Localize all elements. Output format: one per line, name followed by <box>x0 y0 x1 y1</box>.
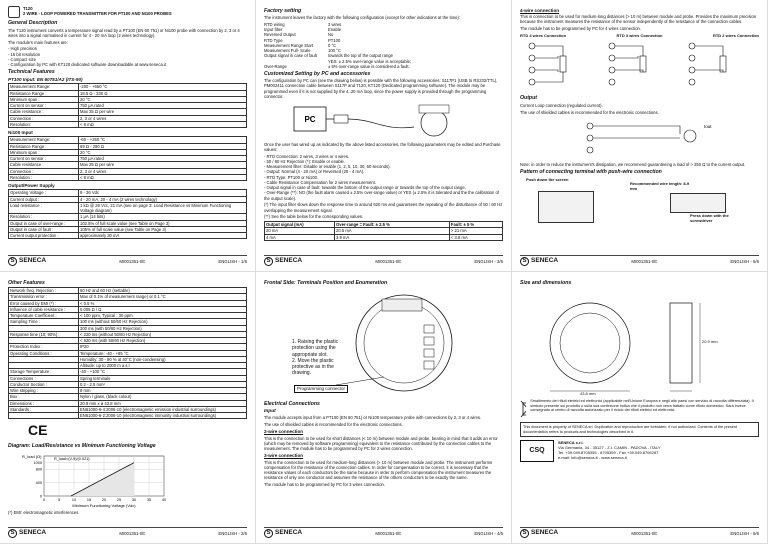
setting-label: Over-Range <box>264 63 287 69</box>
dim-width: 43.8 mm <box>580 391 596 396</box>
four-wire-note: The module has to be programmed by PC for 4 wires connection. <box>520 26 642 32</box>
row-value: Max 25 Ω per wire <box>79 109 247 115</box>
row-value: 9 - 36 Vdc <box>79 190 247 196</box>
company-name: SENECA s.r.l. <box>558 440 584 446</box>
row-label: Operating Conditions : <box>9 350 79 356</box>
setting-label: Measurement Range Start <box>264 42 314 48</box>
row-value: Humidity: 30 - 90 % at 40°C (non-condensing) <box>79 356 247 362</box>
step-1: 1. Raising the plastic protection using the appropriate slot. <box>292 339 339 358</box>
weee-section <box>520 399 759 419</box>
company-address: Via Germania, 34 - 35127 - Z.I. CAMIN - PADOVA - ITALY <box>558 445 661 451</box>
row-value: -200 - +650 °C <box>79 84 247 90</box>
option-item: - Measurement filter: Disable or enable (1, 2, 5, 10, 30, 60 seconds). <box>264 164 391 169</box>
row-label: Transmission error : <box>9 294 79 300</box>
x-tick-label: 15 <box>86 498 92 503</box>
pc-label: PC <box>304 114 316 124</box>
ce-area <box>8 419 247 441</box>
row-label: Resistance Range : <box>9 143 79 149</box>
row-value: EN61000-6-2:2006-10 (electromagnetic immunity industrial surroundings) <box>79 413 247 419</box>
row-label: Resistance Range : <box>9 90 79 96</box>
page-6 <box>512 272 768 544</box>
factory-heading: Factory setting <box>264 7 302 14</box>
output-note: Note: in order to reduce the instrument's dissipation, we recommend guaranteeing a load of > 250 Ω to the current output. <box>520 162 746 168</box>
row-label: Error caused by EMI (*) : <box>9 300 79 306</box>
page-footer <box>8 255 247 267</box>
row-label: Current output protection : <box>9 233 79 239</box>
row-value: Max 25 Ω per wire <box>79 162 247 168</box>
disclaimer: This document is property of SENECA srl. Duplication and reproduction are forbidden, if not authorized. Contents of the present documentation refers to products and technologies described in it. <box>520 422 759 437</box>
module-connector <box>419 105 449 113</box>
option-item: - RTD Connection: 2 wires, 3 wires or 4 wires. <box>264 153 350 159</box>
input-heading: Input <box>264 408 276 414</box>
row-value: 20 °C <box>79 96 247 102</box>
push-label-1: Push down the screen <box>526 176 569 182</box>
product-icon <box>8 6 20 18</box>
programming-connector-label: Programming connector <box>294 385 348 393</box>
x-tick-label: 25 <box>116 498 122 503</box>
doc-code: MI001351-I/E <box>119 258 146 264</box>
adapter-box <box>334 115 348 123</box>
row-value: 50 Hz and 60 Hz (settable) <box>79 288 247 294</box>
row-label: Resolution : <box>9 174 79 180</box>
row-label: Current on sensor : <box>9 156 79 162</box>
seneca-logo: S SENECA <box>520 257 558 266</box>
row-value: 750 μA rated <box>79 103 247 109</box>
table-row <box>9 121 247 127</box>
page-footer <box>264 527 503 539</box>
setting-value: No <box>328 32 334 38</box>
row-label: Operating Voltage : <box>9 190 79 196</box>
row-label: Measurement Range: <box>9 84 79 90</box>
frontal-diagram <box>264 287 503 399</box>
option-item: - Output signal in case of fault: towards the bottom of the output range or towards the top of the output range. <box>264 185 466 190</box>
page-number: ENGLISH - 6/6 <box>730 530 759 536</box>
company-info <box>520 440 759 462</box>
other-features-heading: Other Features <box>8 279 45 286</box>
y-tick-label: 1000 <box>33 461 42 466</box>
row-label: 20 mA <box>265 228 335 234</box>
setting-label: Output signal in case of fault <box>264 53 317 59</box>
setting-label: RTD wiring <box>264 21 285 27</box>
row-label: Storage Temperature : <box>9 369 79 375</box>
page-footer <box>520 255 759 267</box>
table-row <box>9 233 247 239</box>
terminal-block-right <box>670 193 726 213</box>
page-1 <box>0 0 256 272</box>
row-value: 102.5% of full scale value (see Table on Page 3) <box>79 220 247 226</box>
row-label: Output in case of over-range : <box>9 220 79 226</box>
row-value: 20.5 mA <box>335 228 450 234</box>
factory-settings <box>264 22 503 69</box>
steps <box>292 339 354 377</box>
seneca-logo: S SENECA <box>520 529 558 538</box>
page-header <box>8 6 247 18</box>
four-wire-text: This is connection to be used for medium-long distances (> 10 m) between module and probe. Provides the maximum precision because the instrument measures the resistance of the sensor independently of the resistance of the connection cables. <box>520 14 757 25</box>
option-item: - Output: Normal (4 - 20 mA) or Reversed (20 - 4 mA). <box>264 169 365 175</box>
x-tick-label: 40 <box>161 498 167 503</box>
page-footer <box>264 255 503 267</box>
push-label-2: Recommended wire length: 8-9 mm <box>630 180 690 191</box>
frontal-heading: Frontal Side: Terminals Position and Enumeration <box>264 279 388 286</box>
table-row <box>9 413 247 419</box>
seneca-logo: S SENECA <box>264 257 302 266</box>
row-label: Conductor Section : <box>9 381 79 387</box>
overrange-table <box>264 221 503 241</box>
row-value: -60 - +250 °C <box>79 137 247 143</box>
output-text: Current Loop connection (regulated current). <box>520 102 603 108</box>
row-label: Minimum span : <box>9 149 79 155</box>
pc-connection-diagram <box>264 101 504 141</box>
setting-value: PT100 <box>328 37 341 43</box>
rtd-labels <box>520 33 759 38</box>
row-label: Load resistance : <box>9 202 79 214</box>
setting-value: ± 5% over-range value is considered a fault. <box>328 63 410 69</box>
row-label: Box : <box>9 394 79 400</box>
rtd-3-label: RTD 3 wires Connection <box>616 32 663 38</box>
feature-item: - Compact size <box>8 56 36 62</box>
row-label: Cable resistance : <box>9 109 79 115</box>
note-table: (**) See the table below for the corresponding values. <box>264 214 364 220</box>
wheelie-bin-icon <box>520 399 526 419</box>
row-value: 1 kΩ @ 26 Vcc, 21 mA (see on page 3: Load Resistance vs Minimum Functioning Voltage diagram) <box>79 202 247 214</box>
table-header <box>265 222 503 228</box>
model-code: T120 <box>23 6 33 11</box>
column-header: Output signal (mA) <box>265 222 335 228</box>
output-wiring-diagram <box>520 116 760 162</box>
row-value: 4 - 20 mA, 20 - 4 mA (2 wires technology) <box>79 196 247 202</box>
row-value: 750 μA rated <box>79 156 247 162</box>
setting-value: Enable <box>328 27 342 32</box>
two-wire-heading: 2-wire connection <box>264 428 304 434</box>
setting-label: Input filter <box>264 27 283 32</box>
option-item: - Over-Range (**): NO (the fault alarm caused ± 2.5% over-range value) or YES (± 2.5% it is tolerated and the the calibration of the output scale). <box>264 190 499 201</box>
setting-label: Measurement Full- Scale <box>264 48 311 53</box>
model-subtitle: 2 WIRE - LOOP POWERED TRANSMITTER FOR PT100 AND NI100 PROBES <box>23 11 172 17</box>
options-text: Once the user has wired up as indicated by the above listed accessories, the following parameters may be edited and Purchase values: <box>264 141 501 152</box>
row-value: 300 ms (with 50/60 Hz Rejection) <box>79 325 247 331</box>
table-row <box>9 202 247 214</box>
row-label: Minimum span : <box>9 96 79 102</box>
output-heading: Output <box>520 95 537 102</box>
annotation: R_load=(V-9)/(0.021) <box>54 457 90 462</box>
table-row <box>265 234 503 240</box>
module-outline <box>421 110 447 136</box>
row-value: EN61000-6-4:2006-10 (electromagnetic emission industrial surroundings) <box>79 406 247 412</box>
company-email[interactable]: e-mail: info@seneca.it - www.seneca.it <box>558 455 627 461</box>
row-value: 0.2 - 2.5 mm² <box>79 381 247 387</box>
row-value: 100 ms (without 50/60 Hz Rejection) <box>79 319 247 325</box>
row-value: > 21 mA <box>449 228 502 234</box>
setting-value: 0 °C <box>328 42 337 48</box>
output-shielded: The use of shielded cables is recommended for the electronic connections. <box>520 109 659 115</box>
setting-label: RTD Type <box>264 37 283 43</box>
company-phone: Tel. +39.049.8705355 - 8705359 - Fax +39.049.8706287 <box>558 450 659 456</box>
row-label: Resolution : <box>9 214 79 220</box>
features-intro: The module's main features are: <box>8 39 68 45</box>
row-label: Standards : <box>9 406 79 412</box>
row-label: Protection Index : <box>9 344 79 350</box>
ce-mark: CE <box>28 421 48 438</box>
push-heading: Pattern of connecting terminal with push-wire connection <box>520 169 662 176</box>
x-tick-label: 20 <box>101 498 107 503</box>
setting-value: YES: ± 2.5% over-range value is acceptable; <box>328 58 412 64</box>
size-heading: Size and dimensions <box>520 279 572 286</box>
row-label: Output in case of fault : <box>9 226 79 232</box>
row-value: 20 °C <box>79 149 247 155</box>
y-tick-label: 800 <box>35 467 42 472</box>
input-text: The module accepts input from a PT100 (EN 60 751) or Ni100 temperature probe with connections by 2, 3 or 4 wires. <box>264 415 482 421</box>
factory-text: The instrument leaves the factory with the following configuration (except for other indications at the time): <box>264 15 460 20</box>
row-value: 2, 3 or 4 wires <box>79 168 247 174</box>
row-label: Response time (10; 90%) : <box>9 331 79 337</box>
page-number: ENGLISH - 2/6 <box>218 530 247 536</box>
feature-item: - Configuration by PC with KT120 dedicated software downloadable at www.seneca.it <box>8 62 167 67</box>
seneca-logo: S SENECA <box>8 529 46 538</box>
custom-text: The configuration by PC can (see the drawing below) is possible with the following accessories: S117P1 (USB to RS232/TTL), PM002411 connection cable between S117P and T120, KT120 (Dedicated programming software). The module may be programmed even if it is not supplied by the 4..20 mA loop, since the power supply is provided through the programming connector. <box>264 78 498 99</box>
custom-heading: Customized Setting by PC and accessories <box>264 70 371 77</box>
doc-code: MI001351-I/E <box>375 530 402 536</box>
row-value: < 8 mΩ <box>79 174 247 180</box>
push-label-4: Press down with the screwdriver <box>690 212 729 223</box>
row-value: 18.5 Ω - 330 Ω <box>79 90 247 96</box>
load-resistance-chart <box>14 450 194 510</box>
two-wire-text: This is the connection to be used for short distances (< 10 m) between module and probe, bearing in mind that it adds an error (which may be removed by software programming) equivalent to the resistance contributed by the connection cables to the measurement. The module has to be programmed by PC for 2 wires connection. <box>264 435 498 452</box>
page-2 <box>0 272 256 544</box>
row-label <box>9 413 79 419</box>
options-list <box>264 154 503 201</box>
dim-height: 20.9 mm <box>702 339 718 344</box>
row-label: Influence of cable resistance : <box>9 306 79 312</box>
row-value: < 100 ppm, Typical : 30 ppm <box>79 313 247 319</box>
row-value: 69 Ω - 290 Ω <box>79 143 247 149</box>
rtd-2-label: RTD 2 wires Connection <box>712 32 759 38</box>
x-tick-label: 30 <box>131 498 137 503</box>
row-label: Network freq. Rejection : <box>9 288 79 294</box>
row-label: Dimensions : <box>9 400 79 406</box>
csq-logo: CSQ <box>520 440 554 462</box>
tech-heading: Technical Features <box>8 68 55 75</box>
setting-label: Reversed Output <box>264 32 296 38</box>
feature-list <box>8 46 247 67</box>
general-text: The T120 instrument converts a temperature signal read by a PT100 (EN 60 751) or Ni100 probe with connection by 2, 3 or 4 wires into a signal normalised in current for 4 - 20 mA loop (2 wires technology). <box>8 27 240 38</box>
row-label: 4 mA <box>265 234 335 240</box>
doc-code: MI001351-I/E <box>375 258 402 264</box>
setting-value: 3 wires <box>328 21 342 27</box>
row-label: Resolution: <box>9 121 79 127</box>
row-label: Connections : <box>9 375 79 381</box>
setting-value: towards the top of the output range <box>328 53 393 59</box>
setting-row <box>264 64 503 69</box>
emi-note: (*) EMI: electromagnetic interferences. <box>8 510 80 516</box>
row-value: 8 mm <box>79 388 247 394</box>
three-wire-heading: 3-wire connection <box>264 452 304 458</box>
row-value: 20.9 mm x ø 43.8 mm <box>79 400 247 406</box>
four-wire-heading: 4-wire connection <box>520 7 560 13</box>
diagram-heading: Diagram: Load/Resistance vs Minimum Functioning Voltage <box>8 442 156 449</box>
seneca-logo: S SENECA <box>264 529 302 538</box>
pt100-table <box>8 83 247 128</box>
row-label: Connection : <box>9 115 79 121</box>
row-value: approximately 30 mA <box>79 233 247 239</box>
column-header: Fault: ± 5 % <box>449 222 502 228</box>
y-axis-label: R_load (Ω) <box>22 454 42 460</box>
ni100-table <box>8 136 247 181</box>
row-value: < 8 mΩ <box>79 121 247 127</box>
option-item: - RTD Type: PT100 or Ni100. <box>264 174 319 180</box>
dimension-svg <box>520 287 760 399</box>
page-footer <box>520 527 759 539</box>
row-value: Spring terminals <box>79 375 247 381</box>
page-3 <box>256 0 512 272</box>
row-value: < 220 ms (without 50/60 Hz Rejection) <box>79 331 247 337</box>
ni100-heading: Ni100 Input <box>8 129 33 135</box>
row-label: Sampling Time : <box>9 319 79 325</box>
output-heading: Output/Power Supply <box>8 182 55 188</box>
row-value: Nylon / glass, (black colour) <box>79 394 247 400</box>
page-number: ENGLISH - 1/6 <box>218 258 247 264</box>
row-value: IP20 <box>79 344 247 350</box>
pt100-heading: PT100 Input: EN 60751/A2 (ITS-90) <box>8 76 83 82</box>
y-tick-label: 0 <box>39 494 42 499</box>
row-value: < 3.8 mA <box>449 234 502 240</box>
x-tick-label: 5 <box>57 498 61 503</box>
doc-code: MI001351-I/E <box>631 258 658 264</box>
row-value: < 0.5 % <box>79 300 247 306</box>
row-value: 0.005 Ω / Ω <box>79 306 247 312</box>
y-tick-label: 400 <box>35 481 42 486</box>
three-wire-text: This is the connection to be used for medium-long distances (> 10 m) between module and probe. The instrument performs compensation for the resistance of the connection cables. In order for compensation to be correct, it is necessary that the resistance values of each conductors be the same because in order to perform compensation the instrument measures the resistance of only one conductor and assumes the resistance of the others conductors to be exactly the same. <box>264 459 493 481</box>
page-number: ENGLISH - 4/6 <box>474 530 503 536</box>
x-tick-label: 35 <box>146 498 152 503</box>
row-label: Wire stripping : <box>9 388 79 394</box>
weee-text: Smaltimento dei rifiuti elettrici ed elettronici (applicabile nell'Unione Europea e negli altri paesi con servizio di raccolta differenziata). Il simbolo presente sul prodotto o sulla sua confezione indica che il prodotto non verrà trattato come rifiuto domestico. Sarà invece consegnato al centro di raccolta autorizzato per il riciclo dei rifiuti elettrici ed elettronici. <box>530 399 754 413</box>
output-table <box>8 189 247 239</box>
row-value: 1 μA (14 bits) <box>79 214 247 220</box>
page-number: ENGLISH - 3/6 <box>474 258 503 264</box>
rtd-wiring-diagram <box>520 38 760 94</box>
page-number: ENGLISH - 5/6 <box>730 258 759 264</box>
general-heading: General Description <box>8 20 58 26</box>
page-4 <box>256 272 512 544</box>
x-tick-label: 10 <box>71 498 77 503</box>
note-filter: (*) The input filter slows down the response time to around 620 ms and guarantees the repeating of the disturbance of 50 / 60 Hz overlapping the measurement signal. <box>264 202 503 213</box>
x-tick-label: 0 <box>42 498 46 503</box>
rtd-4-label: RTD 4 wires Connection <box>520 32 567 38</box>
doc-code: MI001351-I/E <box>119 530 146 536</box>
option-item: - Cable Resistance Compensation for 2 wires measurement. <box>264 179 376 185</box>
iout-label: Iout <box>704 124 712 130</box>
row-label: Current output : <box>9 196 79 202</box>
push-wire-diagram <box>520 177 759 237</box>
row-value: Temperature: -40 - +85 °C <box>79 350 247 356</box>
company-contact <box>558 440 661 460</box>
table-row <box>9 174 247 180</box>
terminal-block-left <box>538 191 594 223</box>
electrical-heading: Electrical Connections <box>264 400 320 407</box>
shielded-text: The use of shielded cables is recommended for the electronic connections. <box>264 422 403 428</box>
row-label: Temperature Coefficient : <box>9 313 79 319</box>
row-value: 3.9 mA <box>335 234 450 240</box>
feature-item: - 16 bit resolution <box>8 51 41 57</box>
other-features-table <box>8 287 247 419</box>
feature-item: - High precision <box>8 46 38 52</box>
step-2: 2. Move the plastic protective as in the drawing. <box>292 357 334 377</box>
row-value: Max of 0.1% of measurement range) or 0.1 °C <box>79 294 247 300</box>
row-value: Altitude: up to 2000 m a.s.l <box>79 363 247 369</box>
seneca-logo: S SENECA <box>8 257 46 266</box>
row-value: -40 - +100 °C <box>79 369 247 375</box>
setting-value: 100 °C <box>328 48 341 53</box>
column-header: Over-range = Fault: ± 2.5 % <box>335 222 450 228</box>
row-label: Cable resistance : <box>9 162 79 168</box>
row-label: Measurement Range: <box>9 137 79 143</box>
three-wire-note: The module has to be programmed by PC for 3 wires connection. <box>264 482 386 488</box>
page-5 <box>512 0 768 272</box>
page-footer <box>8 527 247 539</box>
x-axis-label: Minimum Functioning Voltage (Vdc) <box>72 503 136 509</box>
doc-code: MI001351-I/E <box>631 530 658 536</box>
dimension-drawing <box>520 287 759 399</box>
option-item: - 50 / 60 Hz Rejection (*): Enable or enable. <box>264 158 346 164</box>
row-label: Connection : <box>9 168 79 174</box>
row-value: 2, 3 or 4 wires <box>79 115 247 121</box>
row-value: 105% of full scale value (see Table on Page 3) <box>79 226 247 232</box>
row-label: Current on sensor : <box>9 103 79 109</box>
row-value: < 620 ms (with 50/60 Hz Rejection) <box>79 338 247 344</box>
